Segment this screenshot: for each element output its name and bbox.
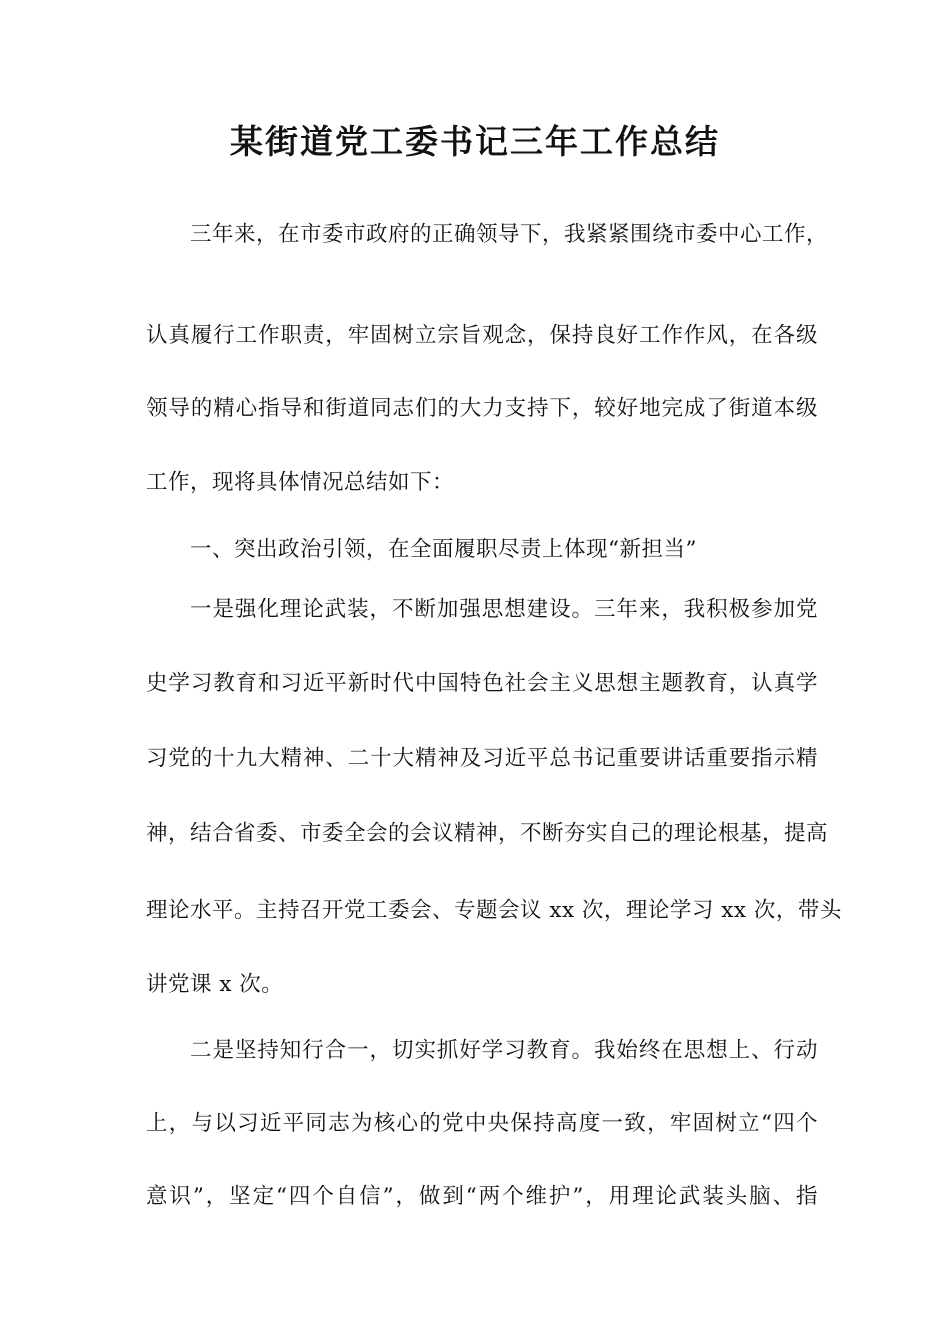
text-line: 二是坚持知行合一，切实抓好学习教育。我始终在思想上、行动 xyxy=(190,1038,818,1063)
text-line: 认真履行工作职责，牢固树立宗旨观念，保持良好工作作风，在各级 xyxy=(146,323,818,348)
text-line: 讲党课 x 次。 xyxy=(146,972,284,997)
text-line: 一是强化理论武装，不断加强思想建设。三年来，我积极参加党 xyxy=(190,597,818,622)
text-line: 意识”，坚定“四个自信”，做到“两个维护”，用理论武装头脑、指 xyxy=(146,1184,818,1209)
text-line: 习党的十九大精神、二十大精神及习近平总书记重要讲话重要指示精 xyxy=(146,746,818,771)
text-line: 神，结合省委、市委全会的会议精神，不断夯实自己的理论根基，提高 xyxy=(146,821,829,846)
document-title: 某街道党工委书记三年工作总结 xyxy=(230,122,720,161)
text-line: 三年来，在市委市政府的正确领导下，我紧紧围绕市委中心工作， xyxy=(190,222,829,247)
text-line: 工作，现将具体情况总结如下： xyxy=(146,470,455,495)
section-heading: 一、突出政治引领，在全面履职尽责上体现“新担当” xyxy=(190,537,697,562)
text-line: 领导的精心指导和街道同志们的大力支持下，较好地完成了街道本级 xyxy=(146,396,818,421)
text-line: 上，与以习近平同志为核心的党中央保持高度一致，牢固树立“四个 xyxy=(146,1111,818,1136)
text-line: 理论水平。主持召开党工委会、专题会议 xx 次，理论学习 xx 次，带头 xyxy=(146,898,842,923)
text-line: 史学习教育和习近平新时代中国特色社会主义思想主题教育，认真学 xyxy=(146,671,818,696)
